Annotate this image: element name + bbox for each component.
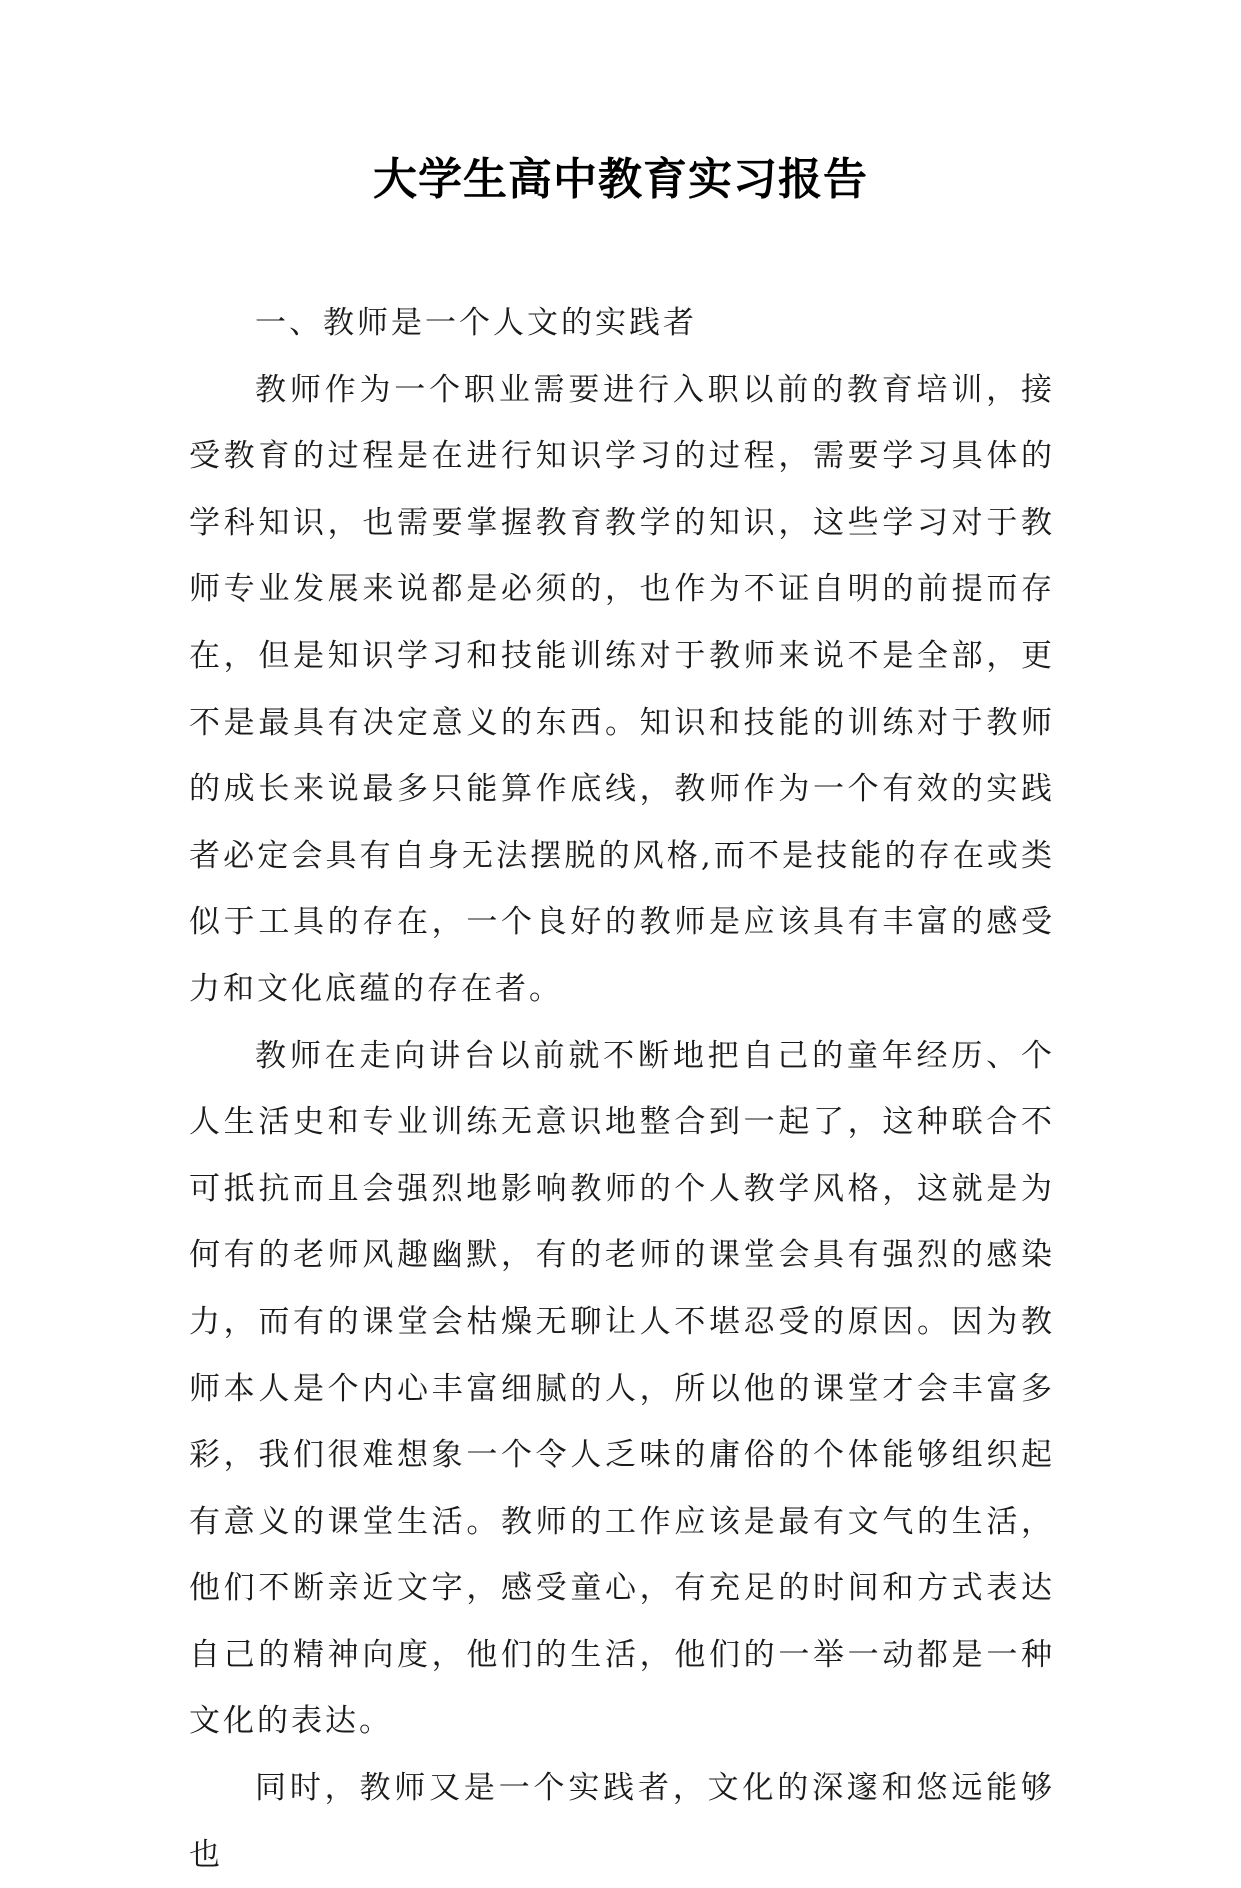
paragraph: 教师在走向讲台以前就不断地把自己的童年经历、个人生活史和专业训练无意识地整合到一起了，这种联合不可抵抗而且会强烈地影响教师的个人教学风格，这就是为何有的老师风趣幽默，有的老师的课堂会具有强烈的感染力，而有的课堂会枯燥无聊让人不堪忍受的原因。因为教师本人是个内心丰富细腻的人，所以他的课堂才会丰富多彩，我们很难想象一个令人乏味的庸俗的个体能够组织起有意义的课堂生活。教师的工作应该是最有文气的生活，他们不断亲近文字，感受童心，有充足的时间和方式表达自己的精神向度，他们的生活，他们的一举一动都是一种文化的表达。 — [189, 1037, 1055, 1740]
document-body — [189, 290, 1055, 1888]
paragraph: 同时，教师又是一个实践者，文化的深邃和悠远能够也 — [189, 1770, 1055, 1873]
document-title: 大学生高中教育实习报告 — [373, 154, 868, 205]
paragraph: 教师作为一个职业需要进行入职以前的教育培训，接受教育的过程是在进行知识学习的过程，需要学习具体的学科知识，也需要掌握教育教学的知识，这些学习对于教师专业发展来说都是必须的，也作为不证自明的前提而存在，但是知识学习和技能训练对于教师来说不是全部，更不是最具有决定意义的东西。知识和技能的训练对于教师的成长来说最多只能算作底线，教师作为一个有效的实践者必定会具有自身无法摆脱的风格,而不是技能的存在或类似于工具的存在，一个良好的教师是应该具有丰富的感受力和文化底蕴的存在者。 — [189, 371, 1055, 1007]
section-heading: 一、教师是一个人文的实践者 — [255, 305, 697, 341]
